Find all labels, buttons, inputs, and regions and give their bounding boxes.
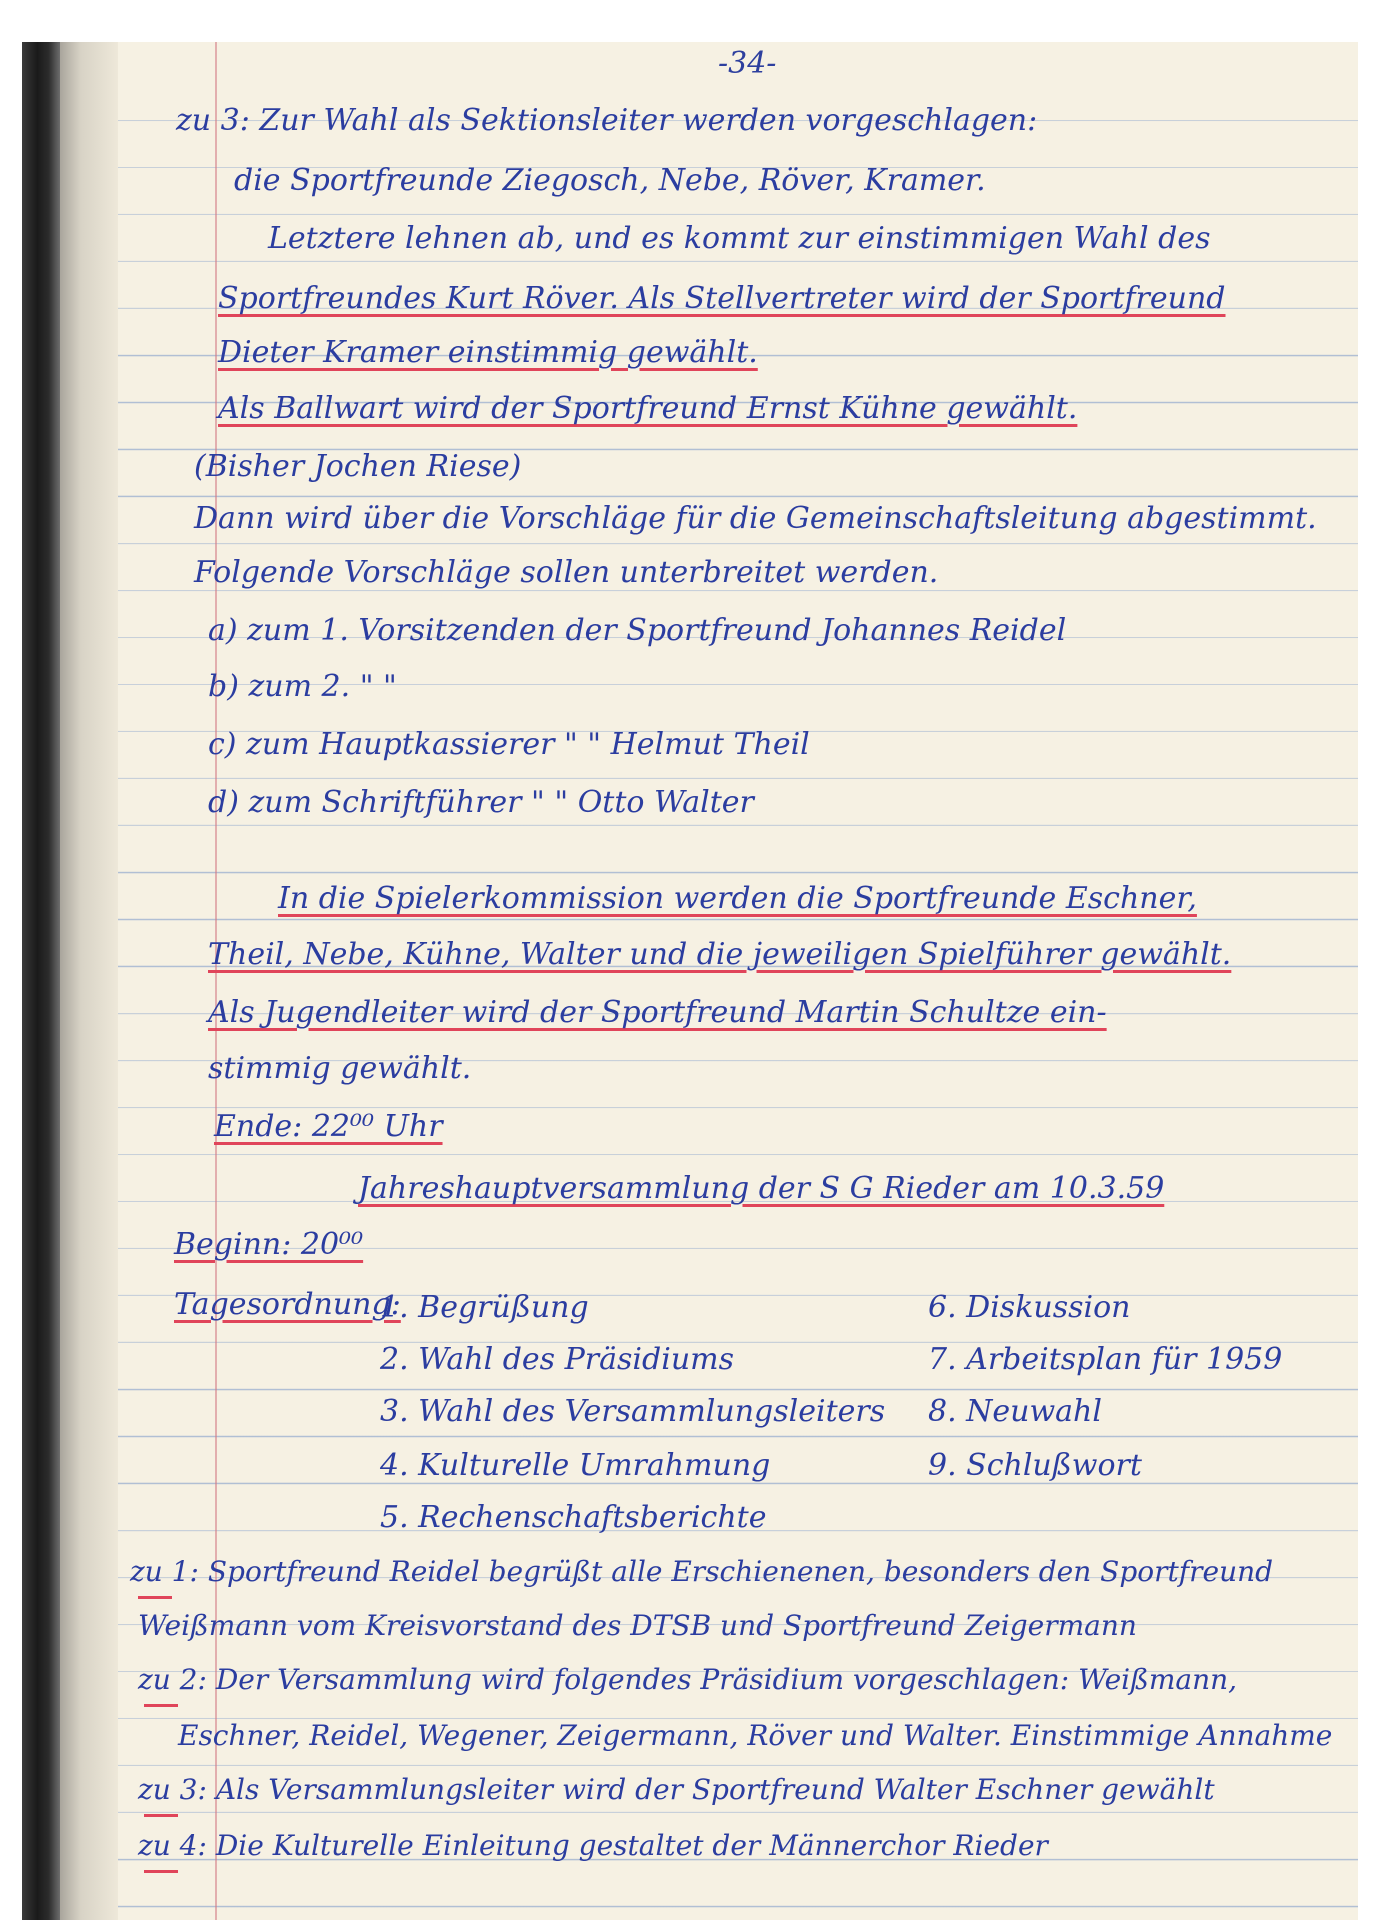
minutes-line: die Sportfreunde Ziegosch, Nebe, Röver, Kramer. [234, 163, 986, 198]
minutes-line: Als Ballwart wird der Sportfreund Ernst Kühne gewählt. [218, 391, 1078, 426]
notebook-binding [22, 42, 60, 1920]
minutes-line: Ende: 22⁰⁰ Uhr [214, 1109, 443, 1144]
agenda-item: 5. Rechenschaftsberichte [380, 1500, 767, 1535]
minutes-line: b) zum 2. " " [208, 669, 397, 704]
agenda-item: 1. Begrüßung [380, 1290, 589, 1325]
minutes-line: a) zum 1. Vorsitzenden der Sportfreund Johannes Reidel [208, 613, 1067, 648]
margin-mark [144, 1704, 178, 1707]
minutes-line: zu 1: Sportfreund Reidel begrüßt alle Erschienenen, besonders den Sportfreund [130, 1555, 1274, 1588]
ruled-page [118, 42, 1358, 1920]
minutes-line: Weißmann vom Kreisvorstand des DTSB und Sportfreund Zeigermann [138, 1609, 1137, 1642]
minutes-line: Theil, Nebe, Kühne, Walter und die jeweiligen Spielführer gewählt. [208, 937, 1232, 972]
minutes-line: zu 3: Zur Wahl als Sektionsleiter werden vorgeschlagen: [176, 103, 1038, 138]
agenda-item: 6. Diskussion [928, 1290, 1131, 1325]
margin-mark [144, 1870, 178, 1873]
agenda-heading: Tagesordnung: [174, 1287, 401, 1322]
agenda-item: 8. Neuwahl [928, 1394, 1102, 1429]
minutes-line: Als Jugendleiter wird der Sportfreund Martin Schultze ein- [208, 995, 1107, 1030]
minutes-line: Folgende Vorschläge sollen unterbreitet werden. [194, 555, 939, 590]
minutes-line: Letztere lehnen ab, und es kommt zur einstimmigen Wahl des [268, 221, 1211, 256]
minutes-line: c) zum Hauptkassierer " " Helmut Theil [208, 727, 810, 762]
page-number: -34- [718, 46, 777, 81]
minutes-line: Dieter Kramer einstimmig gewählt. [218, 335, 758, 370]
minutes-line: zu 4: Die Kulturelle Einleitung gestaltet der Männerchor Rieder [138, 1829, 1048, 1862]
agenda-item: 7. Arbeitsplan für 1959 [928, 1342, 1283, 1377]
minutes-line: zu 2: Der Versammlung wird folgendes Präsidium vorgeschlagen: Weißmann, [138, 1663, 1238, 1696]
agenda-item: 3. Wahl des Versammlungsleiters [380, 1394, 886, 1429]
minutes-line: Eschner, Reidel, Wegener, Zeigermann, Röver und Walter. Einstimmige Annahme [178, 1719, 1333, 1752]
minutes-line: In die Spielerkommission werden die Sportfreunde Eschner, [278, 881, 1197, 916]
minutes-line: zu 3: Als Versammlungsleiter wird der Sportfreund Walter Eschner gewählt [138, 1773, 1215, 1806]
agenda-item: 4. Kulturelle Umrahmung [380, 1448, 771, 1483]
minutes-line: d) zum Schriftführer " " Otto Walter [208, 785, 754, 820]
margin-mark [144, 1814, 178, 1817]
minutes-line: (Bisher Jochen Riese) [194, 449, 522, 484]
minutes-line: stimmig gewählt. [208, 1051, 472, 1086]
meeting-start: Beginn: 20⁰⁰ [174, 1227, 364, 1262]
agenda-item: 2. Wahl des Präsidiums [380, 1342, 734, 1377]
margin-mark [138, 1596, 172, 1599]
minutes-line: Sportfreundes Kurt Röver. Als Stellvertreter wird der Sportfreund [218, 281, 1226, 316]
page-edge [60, 42, 120, 1920]
agenda-item: 9. Schlußwort [928, 1448, 1142, 1483]
meeting-title: Jahreshauptversammlung der S G Rieder am 10.3.59 [358, 1171, 1165, 1206]
minutes-line: Dann wird über die Vorschläge für die Gemeinschaftsleitung abgestimmt. [194, 501, 1317, 536]
